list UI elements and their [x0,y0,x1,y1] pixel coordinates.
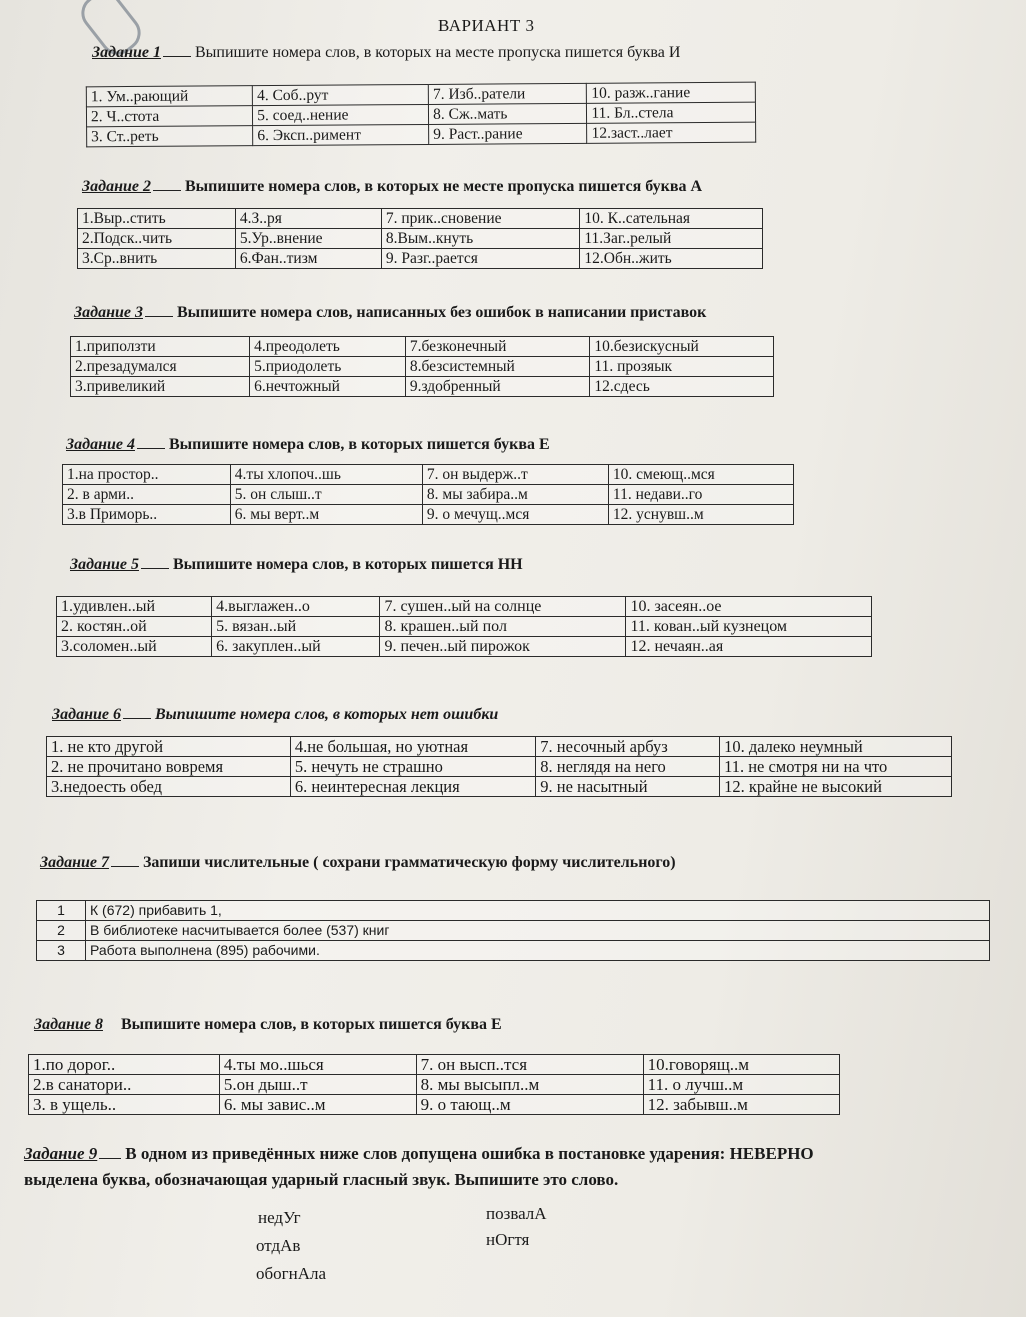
word-cell: 8.Вым..кнуть [381,229,579,249]
word-cell: 2.Подск..чить [78,229,236,249]
table-row [71,337,774,357]
word-cell: 4.ты мо..шься [219,1055,416,1075]
word-cell: 8. крашен..ый пол [380,617,626,637]
task-5-table [56,596,872,657]
table-row [57,597,872,617]
word-cell: 3.недоесть обед [47,777,291,797]
task-7-number: Задание 7 [40,854,109,871]
word-cell: 11.Заг..релый [580,229,763,249]
word-cell: 7. прик..сновение [381,209,579,229]
table-row [47,777,952,797]
word-cell: 10. засеян..ое [626,597,872,617]
task-9-heading [24,1144,814,1164]
word-cell: 5.он дыш..т [219,1075,416,1095]
variant-title: ВАРИАНТ 3 [438,16,535,35]
task-9-word: недУг [258,1208,301,1227]
word-cell: 7. Изб..ратели [428,83,586,104]
word-cell: 6. неинтересная лекция [290,777,535,797]
word-cell: 1.на простор.. [63,465,231,485]
table-row [71,377,774,397]
task-6-text: Выпишите номера слов, в которых нет ошибки [154,706,499,723]
row-number-cell: 1 [37,901,86,921]
task-3-text: Выпишите номера слов, написанных без ошибок в написании приставок [176,304,707,321]
word-cell: 9.здобренный [405,377,590,397]
table-row [78,229,763,249]
task-8-number: Задание 8 [34,1016,103,1033]
word-cell: 1.приползти [71,337,250,357]
word-cell: 5.Ур..внение [235,229,381,249]
word-cell: 1. Ум..рающий [86,86,252,107]
word-cell: 9. о мечущ..мся [422,505,608,525]
task-6-number: Задание 6 [52,706,121,723]
word-cell: 11. кован..ый кузнецом [626,617,872,637]
word-cell: 5. соед..нение [253,104,429,125]
word-cell: 1.по дорог.. [29,1055,220,1075]
word-cell: 5. нечуть не страшно [290,757,535,777]
word-cell: 10. далеко неумный [720,737,952,757]
word-cell: 11. недави..го [608,485,793,505]
word-cell: 3. Ст..реть [87,126,253,147]
task-2-number: Задание 2 [82,178,151,195]
task-3-number: Задание 3 [74,304,143,321]
word-cell: 5. он слыш..т [230,485,422,505]
task-1-text: Выпишите номера слов, в которых на месте пропуска пишется буква И [194,44,681,61]
word-cell: 9. Разг..рается [381,249,579,269]
word-cell: 3.в Приморь.. [63,505,231,525]
word-cell: 3.привеликий [71,377,250,397]
task-9-text-line1: В одном из приведённых ниже слов допущена ошибка в постановке ударения: НЕВЕРНО [125,1144,814,1163]
word-cell: 2.презадумался [71,357,250,377]
table-row [57,637,872,657]
word-cell: 4.преодолеть [250,337,406,357]
word-cell: 9. Раст..рание [429,123,587,144]
table-row [37,901,990,921]
task-9-text-line2: выделена буква, обозначающая ударный гласный звук. Выпишите это слово. [24,1170,619,1189]
task-2-heading [82,178,702,196]
word-cell: 12.сдесь [590,377,774,397]
word-cell: 10. разж..гание [587,82,756,103]
task-5-heading [70,556,523,574]
task-4-text: Выпишите номера слов, в которых пишется буква Е [168,436,550,453]
table-row [47,757,952,777]
word-cell: 3. в ущель.. [29,1095,220,1115]
word-cell: В библиотеке насчитывается более (537) книг [86,921,990,941]
word-cell: 6. закуплен..ый [212,637,380,657]
word-cell: 11. о лучш..м [643,1075,839,1095]
word-cell: 1.удивлен..ый [57,597,212,617]
word-cell: 2. костян..ой [57,617,212,637]
task-7-heading [40,854,676,872]
row-number-cell: 3 [37,941,86,961]
table-row [47,737,952,757]
word-cell: 2.в санатори.. [29,1075,220,1095]
word-cell: 5. вязан..ый [212,617,380,637]
word-cell: 7. он выдерж..т [422,465,608,485]
task-1-table [86,82,756,148]
word-cell: 10.говорящ..м [643,1055,839,1075]
word-cell: 7.безконечный [405,337,590,357]
word-cell: 4.выглажен..о [212,597,380,617]
table-row [29,1055,840,1075]
word-cell: 8. мы высыпл..м [416,1075,643,1095]
word-cell: 8. неглядя на него [536,757,720,777]
word-cell: 4. Соб..рут [252,84,428,105]
word-cell: 2. в арми.. [63,485,231,505]
word-cell: 6. мы завис..м [219,1095,416,1115]
word-cell: 7. он высп..тся [416,1055,643,1075]
table-row [71,357,774,377]
table-row [37,921,990,941]
task-8-heading [34,1016,502,1034]
table-row [57,617,872,637]
word-cell: 9. не насытный [536,777,720,797]
word-cell: 2. не прочитано вовремя [47,757,291,777]
table-row [87,122,756,147]
task-4-table [62,464,794,525]
task-5-text: Выпишите номера слов, в которых пишется НН [172,556,523,573]
table-row [63,485,794,505]
word-cell: 2. Ч..стота [86,106,252,127]
task-6-heading [52,706,498,724]
task-9-word: отдАв [256,1236,301,1255]
task-9-word: обогнАла [256,1264,327,1283]
task-9-word: позвалА [486,1204,547,1223]
table-row [29,1095,840,1115]
word-cell: 6.Фан..тизм [235,249,381,269]
word-cell: 8. мы забира..м [422,485,608,505]
table-row [78,209,763,229]
word-cell: 10.безискусный [590,337,774,357]
task-2-text: Выпишите номера слов, в которых не месте пропуска пишется буква А [184,178,703,195]
word-cell: 7. сушен..ый на солнце [380,597,626,617]
word-cell: Работа выполнена (895) рабочими. [86,941,990,961]
task-4-heading [66,436,550,454]
word-cell: К (672) прибавить 1, [86,901,990,921]
word-cell: 6. Эксп..римент [253,124,429,145]
word-cell: 6.нечтожный [250,377,406,397]
word-cell: 12.Обн..жить [580,249,763,269]
word-cell: 12.заст..лает [587,122,756,143]
table-row [63,505,794,525]
word-cell: 1. не кто другой [47,737,291,757]
word-cell: 10. смеющ..мся [608,465,793,485]
word-cell: 5.приодолеть [250,357,406,377]
word-cell: 9. печен..ый пирожок [380,637,626,657]
word-cell: 10. К..сательная [580,209,763,229]
word-cell: 12. уснувш..м [608,505,793,525]
task-6-table [46,736,952,797]
task-8-table [28,1054,840,1115]
word-cell: 8.безсистемный [405,357,590,377]
table-row [63,465,794,485]
task-9-word: нОгтя [486,1230,530,1249]
task-2-table [77,208,763,269]
task-1-heading [92,44,680,62]
word-cell: 6. мы верт..м [230,505,422,525]
task-5-number: Задание 5 [70,556,139,573]
task-7-table [36,900,990,961]
word-cell: 3.соломен..ый [57,637,212,657]
task-4-number: Задание 4 [66,436,135,453]
table-row [29,1075,840,1095]
task-1-number: Задание 1 [92,44,161,61]
table-row [37,941,990,961]
word-cell: 11. прозяык [590,357,774,377]
word-cell: 11. Бл..стела [587,102,756,123]
row-number-cell: 2 [37,921,86,941]
word-cell: 3.Ср..внить [78,249,236,269]
word-cell: 12. крайне не высокий [720,777,952,797]
word-cell: 4.не большая, но уютная [290,737,535,757]
word-cell: 7. несочный арбуз [536,737,720,757]
word-cell: 9. о тающ..м [416,1095,643,1115]
task-8-text: Выпишите номера слов, в которых пишется буква Е [120,1016,502,1033]
word-cell: 11. не смотря ни на что [720,757,952,777]
word-cell: 12. нечаян..ая [626,637,872,657]
word-cell: 4.ты хлопоч..шь [230,465,422,485]
task-3-heading [74,304,706,322]
task-3-table [70,336,774,397]
word-cell: 4.З..ря [235,209,381,229]
word-cell: 1.Выр..стить [78,209,236,229]
task-7-text: Запиши числительные ( сохрани грамматическую форму числительного) [142,854,676,871]
table-row [78,249,763,269]
task-9-number: Задание 9 [24,1144,98,1163]
word-cell: 8. Сж..мать [429,103,587,124]
word-cell: 12. забывш..м [643,1095,839,1115]
